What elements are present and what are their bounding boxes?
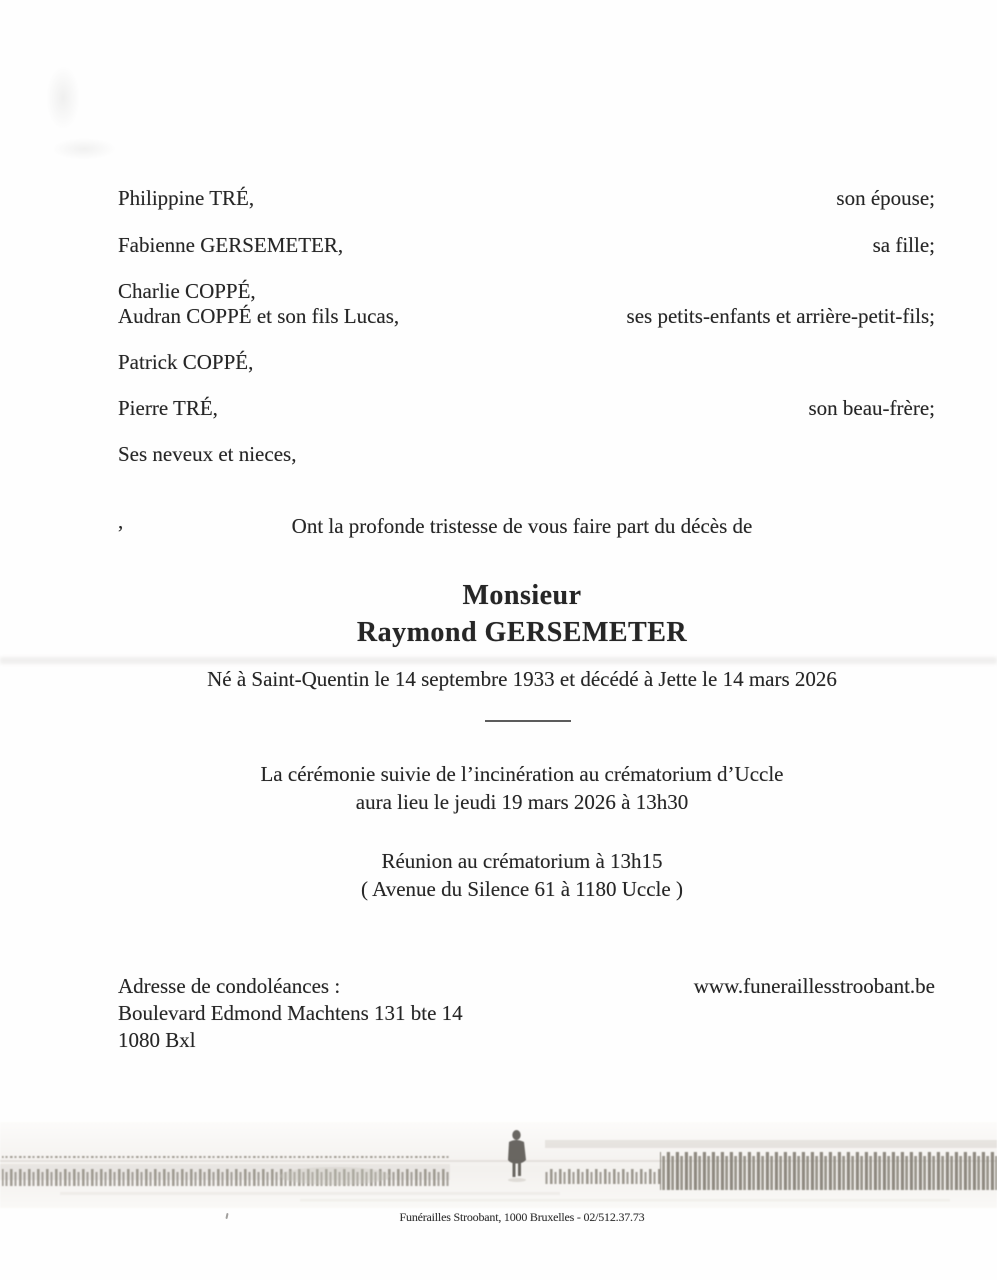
family-row xyxy=(118,304,935,329)
groyne-posts-left xyxy=(2,1156,450,1186)
beach-blob xyxy=(280,1167,390,1185)
sand-streak xyxy=(60,1192,560,1195)
scan-streak xyxy=(0,657,997,664)
family-row xyxy=(118,350,935,375)
ceremony-block xyxy=(47,760,997,816)
condolences-block xyxy=(118,973,463,1054)
gathering-line: ( Avenue du Silence 61 à 1180 Uccle ) xyxy=(361,877,683,901)
condolences-address-line: 1080 Bxl xyxy=(118,1028,196,1052)
announcement-intro: Ont la profonde tristesse de vous faire part du décès de xyxy=(291,514,753,538)
family-relation: sa fille; xyxy=(872,233,935,257)
funeral-home-website: www.funeraillesstroobant.be xyxy=(693,974,935,998)
gathering-block xyxy=(47,847,997,903)
family-relation: ses petits-enfants et arrière-petit-fils; xyxy=(626,304,935,328)
deceased-name-block xyxy=(47,577,997,651)
life-dates: Né à Saint-Quentin le 14 septembre 1933 et décédé à Jette le 14 mars 2026 xyxy=(207,667,837,691)
family-row xyxy=(118,186,935,211)
condolences-label: Adresse de condoléances : xyxy=(118,974,341,998)
sand-streak xyxy=(300,1199,950,1202)
ceremony-line: La cérémonie suivie de l’incinération au crématorium d’Uccle xyxy=(260,762,784,786)
beach-photo xyxy=(0,1100,997,1215)
family-member-name: Fabienne GERSEMETER, xyxy=(118,233,344,257)
ceremony-line: aura lieu le jeudi 19 mars 2026 à 13h30 xyxy=(355,790,689,814)
family-member-name: Charlie COPPÉ, xyxy=(118,279,256,303)
funeral-home-footer: Funérailles Stroobant, 1000 Bruxelles - 02/512.37.73 xyxy=(399,1210,645,1224)
groyne-posts-right xyxy=(660,1144,997,1190)
family-member-name: Philippine TRÉ, xyxy=(118,186,255,210)
deceased-title: Monsieur xyxy=(462,580,582,611)
groyne-posts-mid xyxy=(545,1158,660,1184)
family-member-name: Audran COPPÉ et son fils Lucas, xyxy=(118,304,400,328)
figure-shadow xyxy=(508,1178,526,1182)
stray-comma: , xyxy=(118,509,124,533)
family-row xyxy=(118,396,935,421)
separator-line xyxy=(485,720,571,722)
family-relation: son beau-frère; xyxy=(808,396,935,420)
gathering-line: Réunion au crématorium à 13h15 xyxy=(381,849,663,873)
scan-smudge xyxy=(46,66,80,130)
family-row xyxy=(118,442,935,467)
family-member-name: Pierre TRÉ, xyxy=(118,396,218,420)
scan-smudge xyxy=(52,138,116,160)
family-row xyxy=(118,233,935,258)
family-member-name: Ses neveux et nieces, xyxy=(118,442,297,466)
family-member-name: Patrick COPPÉ, xyxy=(118,350,254,374)
family-relation: son épouse; xyxy=(836,186,935,210)
deceased-name: Raymond GERSEMETER xyxy=(356,617,688,648)
family-row xyxy=(118,279,935,304)
condolences-address-line: Boulevard Edmond Machtens 131 bte 14 xyxy=(118,1001,463,1025)
